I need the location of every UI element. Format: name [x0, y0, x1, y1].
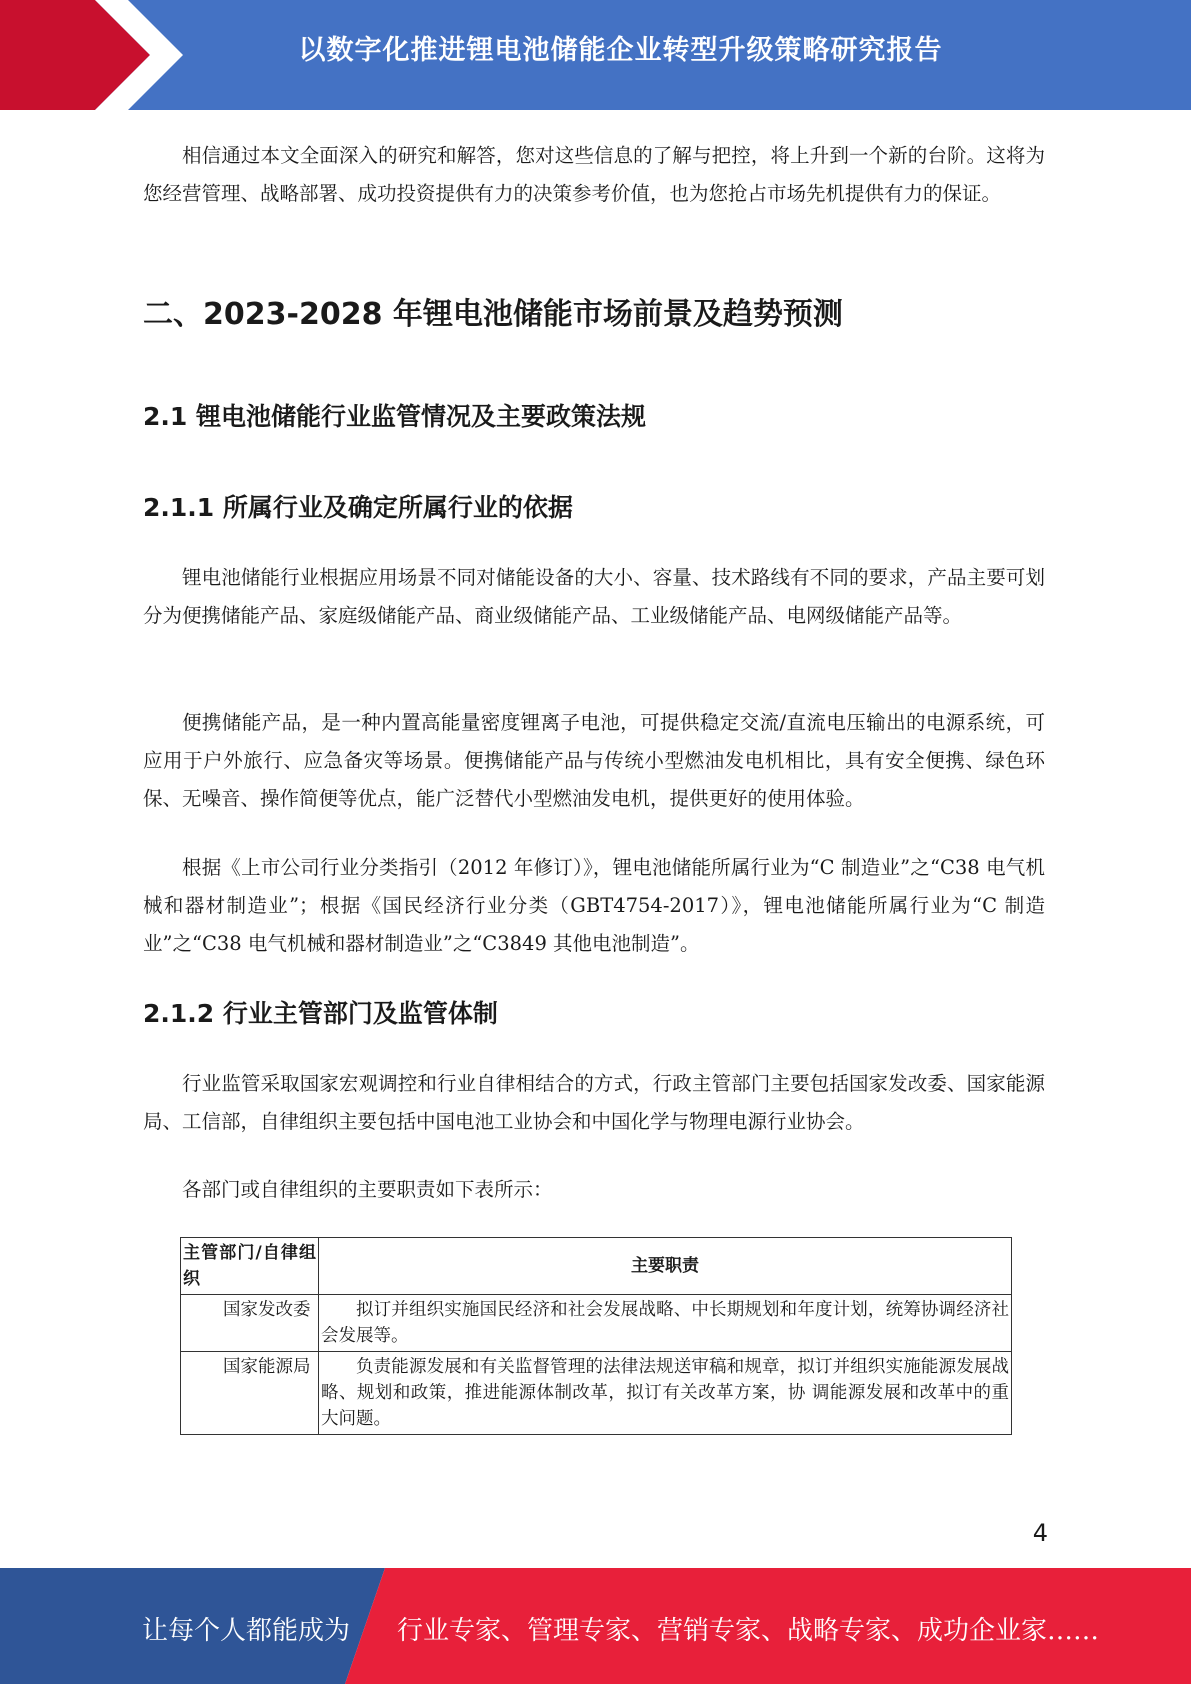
paragraph-portable-storage: 便携储能产品，是一种内置高能量密度锂离子电池，可提供稳定交流/直流电压输出的电源系统，可应用于户外旅行、应急备灾等场景。便携储能产品与传统小型燃油发电机相比，具有安全便携、绿色环保、无噪音、操作简便等优点，能广泛替代小型燃油发电机，提供更好的使用体验。 — [143, 711, 1045, 810]
subsection-2-1-1-title: 2.1.1 所属行业及确定所属行业的依据 — [143, 493, 573, 522]
footer-slogan-right: 行业专家、管理专家、营销专家、战略专家、成功企业家…… — [397, 1616, 1100, 1646]
paragraph-table-intro: 各部门或自律组织的主要职责如下表所示： — [182, 1178, 553, 1201]
page-number: 4 — [1032, 1519, 1048, 1547]
table-header-duties: 主要职责 — [319, 1238, 1012, 1295]
report-title: 以数字化推进锂电池储能企业转型升级策略研究报告 — [298, 35, 943, 66]
table-cell-department: 国家能源局 — [181, 1352, 319, 1435]
paragraph-regulatory-system: 行业监管采取国家宏观调控和行业自律相结合的方式，行政主管部门主要包括国家发改委、国家能源局、工信部，自律组织主要包括中国电池工业协会和中国化学与物理电源行业协会。 — [143, 1072, 1045, 1133]
page-header — [0, 0, 1191, 110]
table-cell-duties: 负责能源发展和有关监督管理的法律法规送审稿和规章，拟订并组织实施能源发展战略、规划和政策，推进能源体制改革，拟订有关改革方案，协 调能源发展和改革中的重大问题。 — [319, 1352, 1012, 1435]
section-title: 二、2023-2028 年锂电池储能市场前景及趋势预测 — [143, 297, 843, 332]
table-row — [181, 1295, 1012, 1352]
table-row — [181, 1352, 1012, 1435]
table-cell-duties: 拟订并组织实施国民经济和社会发展战略、中长期规划和年度计划，统筹协调经济社会发展等。 — [319, 1295, 1012, 1352]
footer-slogan-left: 让每个人都能成为 — [142, 1616, 351, 1646]
table-cell-department: 国家发改委 — [181, 1295, 319, 1352]
subsection-2-1-2-title: 2.1.2 行业主管部门及监管体制 — [143, 999, 498, 1028]
paragraph-industry-classification: 根据《上市公司行业分类指引（2012 年修订）》，锂电池储能所属行业为“C 制造业”之“C38 电气机械和器材制造业”；根据《国民经济行业分类（GBT4754-2017）》，锂电池储能所属行业为“C 制造业”之“C38 电气机械和器材制造业”之“C3849 其他电池制造”。 — [143, 856, 1045, 955]
table-header-department: 主管部门/自律组织 — [181, 1238, 319, 1295]
responsibilities-table — [180, 1237, 1012, 1435]
subsection-2-1-title: 2.1 锂电池储能行业监管情况及主要政策法规 — [143, 402, 646, 431]
intro-paragraph: 相信通过本文全面深入的研究和解答，您对这些信息的了解与把控，将上升到一个新的台阶。这将为您经营管理、战略部署、成功投资提供有力的决策参考价值，也为您抢占市场先机提供有力的保证。 — [143, 144, 1045, 205]
paragraph-product-categories: 锂电池储能行业根据应用场景不同对储能设备的大小、容量、技术路线有不同的要求，产品主要可划分为便携储能产品、家庭级储能产品、商业级储能产品、工业级储能产品、电网级储能产品等。 — [143, 566, 1045, 627]
table-header-row — [181, 1238, 1012, 1295]
page-footer — [0, 1568, 1191, 1684]
